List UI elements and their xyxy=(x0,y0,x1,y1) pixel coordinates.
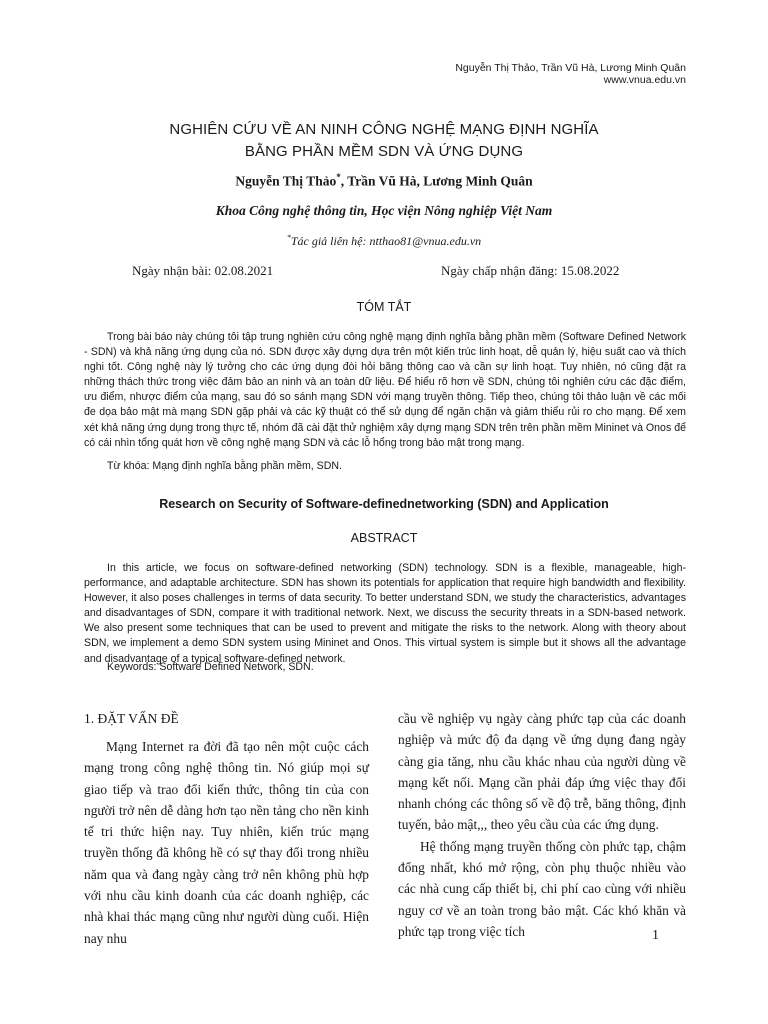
page-number: 1 xyxy=(652,928,659,943)
left-column xyxy=(84,736,369,949)
intro-paragraph xyxy=(84,736,369,949)
intro-paragraph-text: Mạng Internet ra đời đã tạo nên một cuộc cách mạng trong công nghệ thông tin. Nó giúp mọi sự giao tiếp và trao đổi kiến thức, thông tin của con người trở nên dễ dàng hơn tạo nền tảng cho nền kinh tế tri thức hiện nay. Tuy nhiên, kiến trúc mạng truyền thống đã không hề có sự thay đổi trong nhiều năm qua và đang ngày càng trở nên không phù hợp với nhu cầu kinh doanh của các doanh nghiệp, các nhà khai thác mạng cũng như người dùng cuối. Hiện nay nhu xyxy=(84,739,369,946)
english-keywords: Keywords: Software Defined Network, SDN. xyxy=(107,661,314,673)
vietnamese-abstract-text: Trong bài báo này chúng tôi tập trung nghiên cứu công nghệ mạng định nghĩa bằng phần mềm (Software Defined Network - SDN) và khả năng ứng dụng của nó. SDN được xây dựng dựa trên một kiến trúc linh hoạt, dễ quản lý, hiệu suất cao và thích nghi tốt. Công nghệ này lý tưởng cho các ứng dụng đòi hỏi băng thông cao và cần sự linh hoạt. Tuy nhiên, nó cũng đặt ra những thách thức trong việc đảm bảo an ninh và an toàn dữ liệu. Để hiểu rõ hơn về SDN, chúng tôi nghiên cứu các đặc điểm, ưu điểm, nhược điểm của mạng, sau đó so sánh mạng SDN với mạng truyền thông. Tiếp theo, chúng tôi thảo luận về các mối đe dọa bảo mật mà mạng SDN gặp phải và các kỹ thuật có thể sử dụng để ngăn chặn và giảm thiểu rủi ro cho mạng. Để xem xét khả năng ứng dụng trong thực tế, nhóm đã cài đặt thử nghiệm xây dựng mạng SDN trên trên phần mềm Mininet và Onos để có cái nhìn tổng quát hơn về công nghệ mạng SDN và các lỗ hổng trong bảo mật trong mạng. xyxy=(84,331,686,449)
header-website: www.vnua.edu.vn xyxy=(603,74,686,86)
affiliation: Khoa Công nghệ thông tin, Học viện Nông nghiệp Việt Nam xyxy=(215,203,553,218)
author-list xyxy=(0,172,768,190)
vietnamese-abstract xyxy=(84,330,686,451)
english-abstract-text: In this article, we focus on software-defined networking (SDN) technology. SDN is a flexible, manageable, high-performance, and adaptable architecture. SDN has shown its potentials for application that require high bandwidth and flexibility. However, it also poses challenges in terms of data security. To better understand SDN, we study the characteristics, advantages and disadvantages of SDN, compare it with traditional network. Next, we discuss the security threats in a SDN-based network. We also present some techniques that can be used to prevent and mitigate the risks to the network. Along with theory about SDN, we implement a demo SDN system using Mininet and Onos. This virtual system is simple but it shows all the advantage and disadvantage of a typical software-defined network. xyxy=(84,562,686,665)
intro-paragraph-2-text: Hệ thống mạng truyền thống còn phức tạp, chậm đổng nhất, khó mở rộng, còn phụ thuộc nhiều vào các nhà cung cấp thiết bị, chi phí cao cùng với nhiều nguy cơ về an toàn trong bảo mật. Các khó khăn và phức tạp trong việc tích xyxy=(398,838,686,939)
title-line-2: BẰNG PHẦN MỀM SDN VÀ ỨNG DỤNG xyxy=(244,143,524,160)
abstract-heading: ABSTRACT xyxy=(350,531,418,545)
running-header xyxy=(455,62,686,86)
intro-paragraph-continued: cầu về nghiệp vụ ngày càng phức tạp của các doanh nghiệp và mức độ đa dạng về ứng dụng đang ngày càng gia tăng, nhu cầu khác nhau của người dùng về mạng kết nối. Mạng cần phải đáp ứng việc thay đổi nhanh chóng các thông số về độ trễ, băng thông, định tuyến, bảo mật,,, theo yêu cầu của các ứng dụng. xyxy=(398,711,686,833)
intro-paragraph-2 xyxy=(398,836,686,942)
corresponding-mark: * xyxy=(336,172,341,182)
english-abstract xyxy=(84,561,686,667)
vietnamese-keywords: Từ khóa: Mạng định nghĩa bằng phần mềm, SDN. xyxy=(107,460,342,472)
title-line-1: NGHIÊN CỨU VỀ AN NINH CÔNG NGHỆ MẠNG ĐỊNH NGHĨA xyxy=(169,121,599,138)
contact-text: Tác giả liên hệ: ntthao81@vnua.edu.vn xyxy=(290,234,482,248)
contact-mark: * xyxy=(286,233,291,242)
header-authors: Nguyễn Thị Thảo, Trần Vũ Hà, Lương Minh Quân xyxy=(455,62,686,74)
summary-heading: TÓM TẮT xyxy=(356,300,412,314)
author-rest: , Trần Vũ Hà, Lương Minh Quân xyxy=(340,173,533,189)
right-column xyxy=(398,708,686,942)
corresponding-contact xyxy=(0,233,768,249)
english-title: Research on Security of Software-definednetworking (SDN) and Application xyxy=(159,497,609,511)
received-date: Ngày nhận bài: 02.08.2021 xyxy=(132,263,274,278)
author-first: Nguyễn Thị Thảo xyxy=(235,173,337,189)
paper-title xyxy=(0,119,768,163)
accepted-date: Ngày chấp nhận đăng: 15.08.2022 xyxy=(441,263,620,278)
introduction-heading: 1. ĐẶT VẤN ĐỀ xyxy=(84,711,179,726)
